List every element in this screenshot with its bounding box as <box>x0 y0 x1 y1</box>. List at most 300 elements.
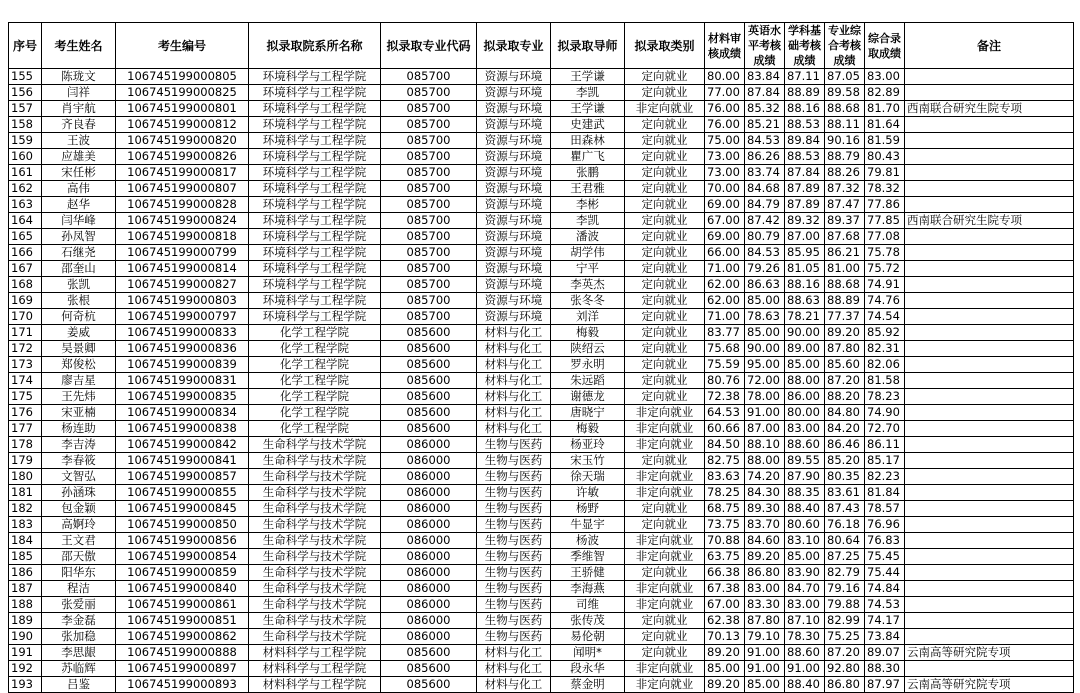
cell-english: 89.20 <box>745 549 785 565</box>
table-row <box>9 485 1074 501</box>
cell-remark <box>905 629 1074 645</box>
cell-seq: 166 <box>9 245 42 261</box>
cell-advisor: 梅毅 <box>551 421 625 437</box>
cell-english: 87.42 <box>745 213 785 229</box>
cell-dept: 生命科学与技术学院 <box>249 485 381 501</box>
cell-basic: 85.00 <box>785 549 825 565</box>
cell-remark <box>905 181 1074 197</box>
cell-name: 邵奎山 <box>42 261 116 277</box>
cell-english: 84.53 <box>745 133 785 149</box>
cell-english: 85.21 <box>745 117 785 133</box>
cell-major-code: 085700 <box>381 229 477 245</box>
cell-name: 邵天傲 <box>42 549 116 565</box>
cell-major-code: 086000 <box>381 549 477 565</box>
cell-major: 资源与环境 <box>477 229 551 245</box>
table-row <box>9 213 1074 229</box>
cell-total: 78.57 <box>865 501 905 517</box>
cell-major-code: 085700 <box>381 117 477 133</box>
cell-total: 76.83 <box>865 533 905 549</box>
cell-advisor: 牛显宇 <box>551 517 625 533</box>
table-row <box>9 453 1074 469</box>
cell-category: 非定向就业 <box>625 677 705 693</box>
cell-exam-no: 106745199000862 <box>116 629 249 645</box>
cell-category: 非定向就业 <box>625 485 705 501</box>
cell-advisor: 朱远蹈 <box>551 373 625 389</box>
cell-basic: 88.00 <box>785 373 825 389</box>
cell-english: 86.80 <box>745 565 785 581</box>
cell-material: 89.20 <box>705 677 745 693</box>
cell-advisor: 李凯 <box>551 85 625 101</box>
table-row <box>9 229 1074 245</box>
cell-seq: 176 <box>9 405 42 421</box>
table-row <box>9 85 1074 101</box>
table-row <box>9 245 1074 261</box>
cell-seq: 186 <box>9 565 42 581</box>
cell-category: 定向就业 <box>625 341 705 357</box>
cell-comprehensive: 88.89 <box>825 293 865 309</box>
cell-exam-no: 106745199000850 <box>116 517 249 533</box>
cell-remark <box>905 277 1074 293</box>
cell-major: 材料与化工 <box>477 389 551 405</box>
cell-material: 83.63 <box>705 469 745 485</box>
cell-advisor: 宋玉竹 <box>551 453 625 469</box>
cell-dept: 环境科学与工程学院 <box>249 149 381 165</box>
cell-english: 88.00 <box>745 453 785 469</box>
cell-exam-no: 106745199000857 <box>116 469 249 485</box>
cell-exam-no: 106745199000807 <box>116 181 249 197</box>
cell-advisor: 杨波 <box>551 533 625 549</box>
cell-major: 生物与医药 <box>477 501 551 517</box>
cell-total: 81.58 <box>865 373 905 389</box>
cell-advisor: 谢德龙 <box>551 389 625 405</box>
cell-category: 定向就业 <box>625 181 705 197</box>
cell-english: 83.30 <box>745 597 785 613</box>
cell-basic: 83.90 <box>785 565 825 581</box>
cell-major: 资源与环境 <box>477 261 551 277</box>
cell-exam-no: 106745199000836 <box>116 341 249 357</box>
cell-category: 非定向就业 <box>625 581 705 597</box>
cell-exam-no: 106745199000828 <box>116 197 249 213</box>
table-row <box>9 277 1074 293</box>
cell-advisor: 王学谦 <box>551 101 625 117</box>
cell-seq: 190 <box>9 629 42 645</box>
cell-major: 材料与化工 <box>477 405 551 421</box>
cell-remark <box>905 309 1074 325</box>
cell-basic: 84.70 <box>785 581 825 597</box>
cell-comprehensive: 87.68 <box>825 229 865 245</box>
cell-name: 肖宇航 <box>42 101 116 117</box>
cell-major: 资源与环境 <box>477 277 551 293</box>
table-row <box>9 165 1074 181</box>
cell-comprehensive: 88.20 <box>825 389 865 405</box>
cell-name: 李吉涛 <box>42 437 116 453</box>
cell-advisor: 潘波 <box>551 229 625 245</box>
cell-dept: 生命科学与技术学院 <box>249 597 381 613</box>
cell-comprehensive: 87.20 <box>825 645 865 661</box>
cell-remark <box>905 165 1074 181</box>
header-row <box>9 23 1074 69</box>
cell-major: 生物与医药 <box>477 565 551 581</box>
table-row <box>9 101 1074 117</box>
cell-category: 定向就业 <box>625 565 705 581</box>
cell-category: 非定向就业 <box>625 597 705 613</box>
cell-english: 87.84 <box>745 85 785 101</box>
cell-major: 材料与化工 <box>477 421 551 437</box>
cell-remark <box>905 293 1074 309</box>
cell-material: 73.00 <box>705 149 745 165</box>
cell-total: 74.54 <box>865 309 905 325</box>
cell-seq: 185 <box>9 549 42 565</box>
cell-major: 生物与医药 <box>477 517 551 533</box>
cell-major-code: 085600 <box>381 373 477 389</box>
cell-english: 85.00 <box>745 293 785 309</box>
cell-seq: 163 <box>9 197 42 213</box>
cell-exam-no: 106745199000859 <box>116 565 249 581</box>
cell-basic: 87.84 <box>785 165 825 181</box>
cell-advisor: 王学谦 <box>551 69 625 85</box>
cell-seq: 160 <box>9 149 42 165</box>
cell-major: 资源与环境 <box>477 293 551 309</box>
col-header-material: 材料审核成绩 <box>705 23 745 69</box>
cell-major-code: 085600 <box>381 325 477 341</box>
cell-total: 75.44 <box>865 565 905 581</box>
cell-major: 资源与环境 <box>477 133 551 149</box>
table-row <box>9 357 1074 373</box>
cell-remark <box>905 581 1074 597</box>
cell-comprehensive: 92.80 <box>825 661 865 677</box>
cell-basic: 89.32 <box>785 213 825 229</box>
cell-remark <box>905 69 1074 85</box>
cell-name: 张凯 <box>42 277 116 293</box>
cell-dept: 环境科学与工程学院 <box>249 277 381 293</box>
cell-comprehensive: 87.43 <box>825 501 865 517</box>
cell-seq: 182 <box>9 501 42 517</box>
cell-comprehensive: 75.25 <box>825 629 865 645</box>
cell-exam-no: 106745199000840 <box>116 581 249 597</box>
cell-advisor: 瞿广飞 <box>551 149 625 165</box>
cell-remark: 云南高等研究院专项 <box>905 645 1074 661</box>
cell-exam-no: 106745199000797 <box>116 309 249 325</box>
cell-total: 74.53 <box>865 597 905 613</box>
cell-dept: 化学工程学院 <box>249 421 381 437</box>
cell-major: 资源与环境 <box>477 149 551 165</box>
cell-material: 73.75 <box>705 517 745 533</box>
cell-major: 生物与医药 <box>477 437 551 453</box>
cell-exam-no: 106745199000841 <box>116 453 249 469</box>
table-row <box>9 117 1074 133</box>
cell-total: 77.86 <box>865 197 905 213</box>
table-row <box>9 469 1074 485</box>
cell-material: 60.66 <box>705 421 745 437</box>
table-row <box>9 341 1074 357</box>
cell-name: 孙涵珠 <box>42 485 116 501</box>
cell-seq: 181 <box>9 485 42 501</box>
cell-total: 86.11 <box>865 437 905 453</box>
cell-comprehensive: 77.37 <box>825 309 865 325</box>
cell-material: 78.25 <box>705 485 745 501</box>
cell-dept: 环境科学与工程学院 <box>249 213 381 229</box>
cell-material: 75.68 <box>705 341 745 357</box>
cell-total: 74.76 <box>865 293 905 309</box>
col-header-major-code: 拟录取专业代码 <box>381 23 477 69</box>
cell-english: 83.74 <box>745 165 785 181</box>
table-row <box>9 325 1074 341</box>
cell-major: 资源与环境 <box>477 213 551 229</box>
cell-advisor: 司维 <box>551 597 625 613</box>
table-row <box>9 389 1074 405</box>
cell-total: 75.78 <box>865 245 905 261</box>
cell-major-code: 086000 <box>381 533 477 549</box>
cell-basic: 89.55 <box>785 453 825 469</box>
cell-total: 83.00 <box>865 69 905 85</box>
cell-major: 资源与环境 <box>477 165 551 181</box>
cell-seq: 184 <box>9 533 42 549</box>
cell-seq: 158 <box>9 117 42 133</box>
cell-remark <box>905 421 1074 437</box>
cell-advisor: 田森林 <box>551 133 625 149</box>
table-row <box>9 501 1074 517</box>
cell-category: 定向就业 <box>625 645 705 661</box>
cell-material: 84.50 <box>705 437 745 453</box>
cell-name: 王先炜 <box>42 389 116 405</box>
cell-exam-no: 106745199000839 <box>116 357 249 373</box>
cell-comprehensive: 87.47 <box>825 197 865 213</box>
cell-advisor: 李凯 <box>551 213 625 229</box>
cell-dept: 环境科学与工程学院 <box>249 181 381 197</box>
cell-material: 67.00 <box>705 597 745 613</box>
cell-total: 82.89 <box>865 85 905 101</box>
cell-dept: 环境科学与工程学院 <box>249 197 381 213</box>
cell-basic: 83.00 <box>785 421 825 437</box>
cell-material: 62.00 <box>705 293 745 309</box>
cell-basic: 80.60 <box>785 517 825 533</box>
cell-major-code: 085700 <box>381 149 477 165</box>
cell-category: 定向就业 <box>625 293 705 309</box>
cell-dept: 生命科学与技术学院 <box>249 629 381 645</box>
cell-material: 76.00 <box>705 101 745 117</box>
col-header-remark: 备注 <box>905 23 1074 69</box>
cell-category: 定向就业 <box>625 277 705 293</box>
cell-advisor: 徐天瑞 <box>551 469 625 485</box>
cell-name: 廖吉星 <box>42 373 116 389</box>
cell-basic: 87.89 <box>785 197 825 213</box>
cell-advisor: 蔡金明 <box>551 677 625 693</box>
cell-major: 生物与医药 <box>477 453 551 469</box>
cell-comprehensive: 81.00 <box>825 261 865 277</box>
cell-category: 定向就业 <box>625 165 705 181</box>
table-row <box>9 629 1074 645</box>
cell-category: 定向就业 <box>625 517 705 533</box>
cell-basic: 88.16 <box>785 101 825 117</box>
cell-total: 78.23 <box>865 389 905 405</box>
cell-major-code: 085700 <box>381 197 477 213</box>
table-row <box>9 181 1074 197</box>
cell-remark <box>905 357 1074 373</box>
cell-comprehensive: 79.88 <box>825 597 865 613</box>
cell-material: 76.00 <box>705 117 745 133</box>
cell-total: 85.92 <box>865 325 905 341</box>
cell-major-code: 086000 <box>381 469 477 485</box>
cell-basic: 88.35 <box>785 485 825 501</box>
cell-remark: 西南联合研究生院专项 <box>905 101 1074 117</box>
cell-english: 87.80 <box>745 613 785 629</box>
cell-exam-no: 106745199000814 <box>116 261 249 277</box>
cell-major-code: 086000 <box>381 581 477 597</box>
cell-advisor: 张冬冬 <box>551 293 625 309</box>
cell-dept: 环境科学与工程学院 <box>249 101 381 117</box>
cell-major: 材料与化工 <box>477 645 551 661</box>
cell-advisor: 易伦朝 <box>551 629 625 645</box>
table-row <box>9 645 1074 661</box>
cell-exam-no: 106745199000831 <box>116 373 249 389</box>
cell-name: 张加稳 <box>42 629 116 645</box>
cell-dept: 环境科学与工程学院 <box>249 69 381 85</box>
col-header-dept: 拟录取院系所名称 <box>249 23 381 69</box>
cell-exam-no: 106745199000833 <box>116 325 249 341</box>
table-row <box>9 565 1074 581</box>
col-header-major: 拟录取专业 <box>477 23 551 69</box>
cell-major-code: 085700 <box>381 213 477 229</box>
cell-comprehensive: 80.35 <box>825 469 865 485</box>
cell-dept: 化学工程学院 <box>249 341 381 357</box>
cell-material: 75.00 <box>705 133 745 149</box>
cell-comprehensive: 87.32 <box>825 181 865 197</box>
cell-name: 程洁 <box>42 581 116 597</box>
cell-basic: 88.63 <box>785 293 825 309</box>
cell-name: 宋任彬 <box>42 165 116 181</box>
cell-seq: 156 <box>9 85 42 101</box>
cell-exam-no: 106745199000825 <box>116 85 249 101</box>
cell-seq: 189 <box>9 613 42 629</box>
cell-category: 非定向就业 <box>625 421 705 437</box>
cell-advisor: 张传茂 <box>551 613 625 629</box>
cell-dept: 材料科学与工程学院 <box>249 661 381 677</box>
cell-major-code: 086000 <box>381 565 477 581</box>
cell-basic: 81.05 <box>785 261 825 277</box>
cell-category: 定向就业 <box>625 357 705 373</box>
cell-dept: 环境科学与工程学院 <box>249 309 381 325</box>
cell-comprehensive: 88.79 <box>825 149 865 165</box>
cell-basic: 88.16 <box>785 277 825 293</box>
cell-name: 张根 <box>42 293 116 309</box>
cell-major: 生物与医药 <box>477 613 551 629</box>
cell-english: 85.00 <box>745 677 785 693</box>
cell-major-code: 085700 <box>381 133 477 149</box>
cell-major-code: 086000 <box>381 597 477 613</box>
cell-total: 80.43 <box>865 149 905 165</box>
cell-seq: 191 <box>9 645 42 661</box>
cell-english: 88.10 <box>745 437 785 453</box>
cell-material: 62.00 <box>705 277 745 293</box>
cell-advisor: 季维智 <box>551 549 625 565</box>
cell-material: 83.77 <box>705 325 745 341</box>
cell-advisor: 刘洋 <box>551 309 625 325</box>
cell-english: 84.60 <box>745 533 785 549</box>
cell-comprehensive: 79.16 <box>825 581 865 597</box>
cell-total: 72.70 <box>865 421 905 437</box>
cell-seq: 169 <box>9 293 42 309</box>
cell-seq: 174 <box>9 373 42 389</box>
col-header-advisor: 拟录取导师 <box>551 23 625 69</box>
cell-remark <box>905 597 1074 613</box>
cell-name: 姜威 <box>42 325 116 341</box>
cell-category: 定向就业 <box>625 69 705 85</box>
cell-name: 王波 <box>42 133 116 149</box>
cell-material: 85.00 <box>705 661 745 677</box>
col-header-basic: 学科基础考核成绩 <box>785 23 825 69</box>
cell-name: 闫祥 <box>42 85 116 101</box>
cell-material: 89.20 <box>705 645 745 661</box>
col-header-total: 综合录取成绩 <box>865 23 905 69</box>
cell-total: 74.17 <box>865 613 905 629</box>
table-row <box>9 661 1074 677</box>
cell-exam-no: 106745199000801 <box>116 101 249 117</box>
cell-seq: 179 <box>9 453 42 469</box>
cell-category: 定向就业 <box>625 613 705 629</box>
cell-dept: 材料科学与工程学院 <box>249 645 381 661</box>
cell-major: 生物与医药 <box>477 629 551 645</box>
cell-english: 87.00 <box>745 421 785 437</box>
cell-advisor: 段永华 <box>551 661 625 677</box>
table-row <box>9 149 1074 165</box>
cell-total: 81.59 <box>865 133 905 149</box>
cell-remark <box>905 373 1074 389</box>
cell-remark <box>905 469 1074 485</box>
cell-total: 85.17 <box>865 453 905 469</box>
cell-advisor: 陕绍云 <box>551 341 625 357</box>
table-row <box>9 549 1074 565</box>
cell-exam-no: 106745199000826 <box>116 149 249 165</box>
cell-dept: 环境科学与工程学院 <box>249 293 381 309</box>
cell-major-code: 085600 <box>381 341 477 357</box>
cell-category: 非定向就业 <box>625 661 705 677</box>
cell-seq: 170 <box>9 309 42 325</box>
cell-total: 74.91 <box>865 277 905 293</box>
table-row <box>9 133 1074 149</box>
cell-remark <box>905 245 1074 261</box>
cell-remark: 云南高等研究院专项 <box>905 677 1074 693</box>
cell-total: 77.08 <box>865 229 905 245</box>
cell-name: 何奇杭 <box>42 309 116 325</box>
col-header-exam-no: 考生编号 <box>116 23 249 69</box>
cell-english: 83.84 <box>745 69 785 85</box>
cell-dept: 环境科学与工程学院 <box>249 165 381 181</box>
cell-remark <box>905 437 1074 453</box>
cell-comprehensive: 76.18 <box>825 517 865 533</box>
cell-advisor: 唐晓宁 <box>551 405 625 421</box>
cell-seq: 155 <box>9 69 42 85</box>
cell-remark <box>905 149 1074 165</box>
cell-major: 资源与环境 <box>477 85 551 101</box>
cell-english: 91.00 <box>745 645 785 661</box>
cell-seq: 175 <box>9 389 42 405</box>
cell-total: 74.84 <box>865 581 905 597</box>
cell-category: 非定向就业 <box>625 549 705 565</box>
cell-exam-no: 106745199000861 <box>116 597 249 613</box>
cell-major: 材料与化工 <box>477 341 551 357</box>
cell-name: 阳华东 <box>42 565 116 581</box>
cell-exam-no: 106745199000824 <box>116 213 249 229</box>
cell-remark <box>905 501 1074 517</box>
col-header-seq: 序号 <box>9 23 42 69</box>
cell-dept: 环境科学与工程学院 <box>249 133 381 149</box>
cell-english: 84.53 <box>745 245 785 261</box>
cell-category: 定向就业 <box>625 261 705 277</box>
cell-exam-no: 106745199000888 <box>116 645 249 661</box>
cell-name: 应雄美 <box>42 149 116 165</box>
cell-major-code: 085700 <box>381 245 477 261</box>
cell-english: 85.32 <box>745 101 785 117</box>
